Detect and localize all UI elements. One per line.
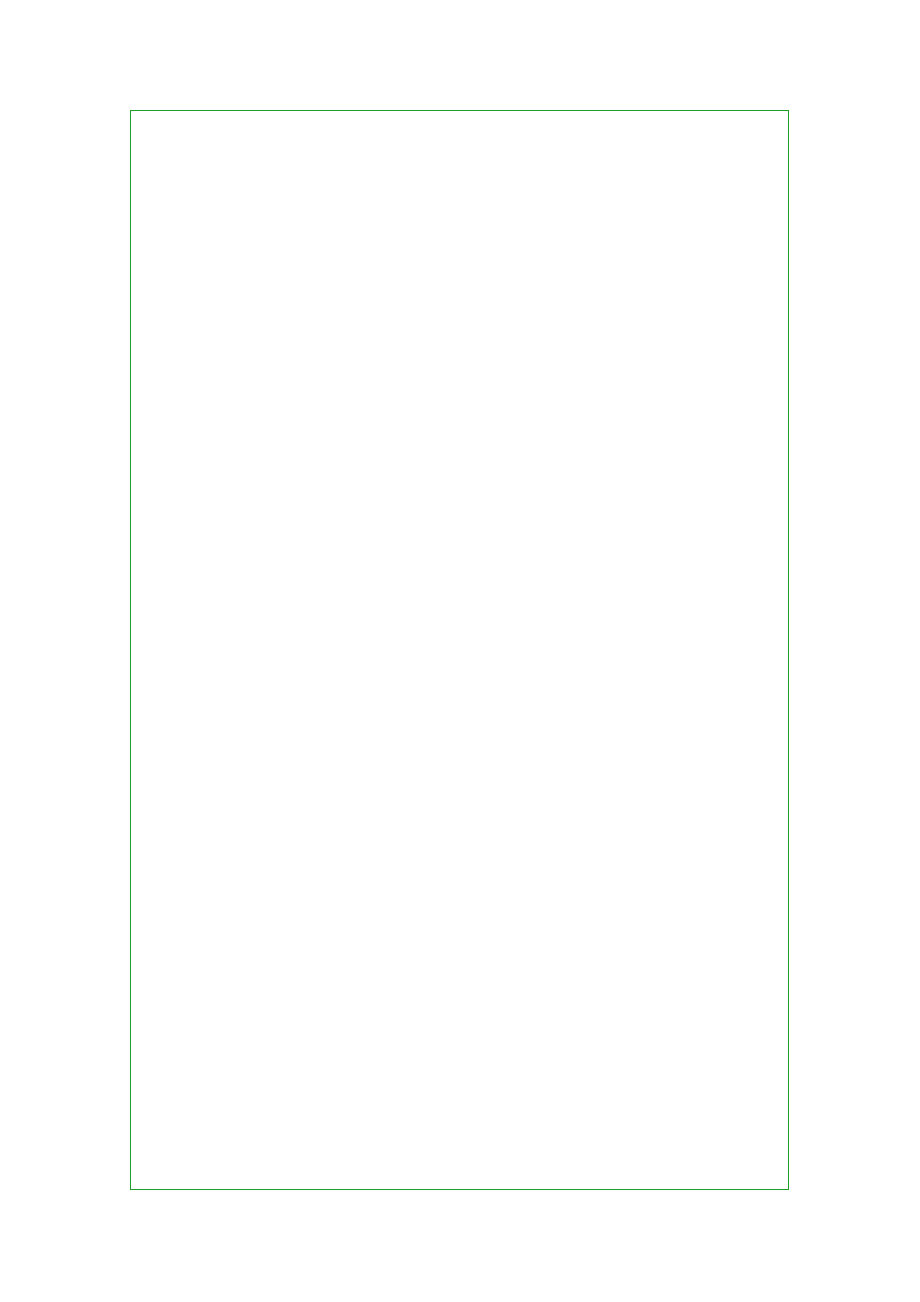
grid-paper-sheet [130, 110, 789, 1190]
grid-lines [131, 111, 790, 1191]
